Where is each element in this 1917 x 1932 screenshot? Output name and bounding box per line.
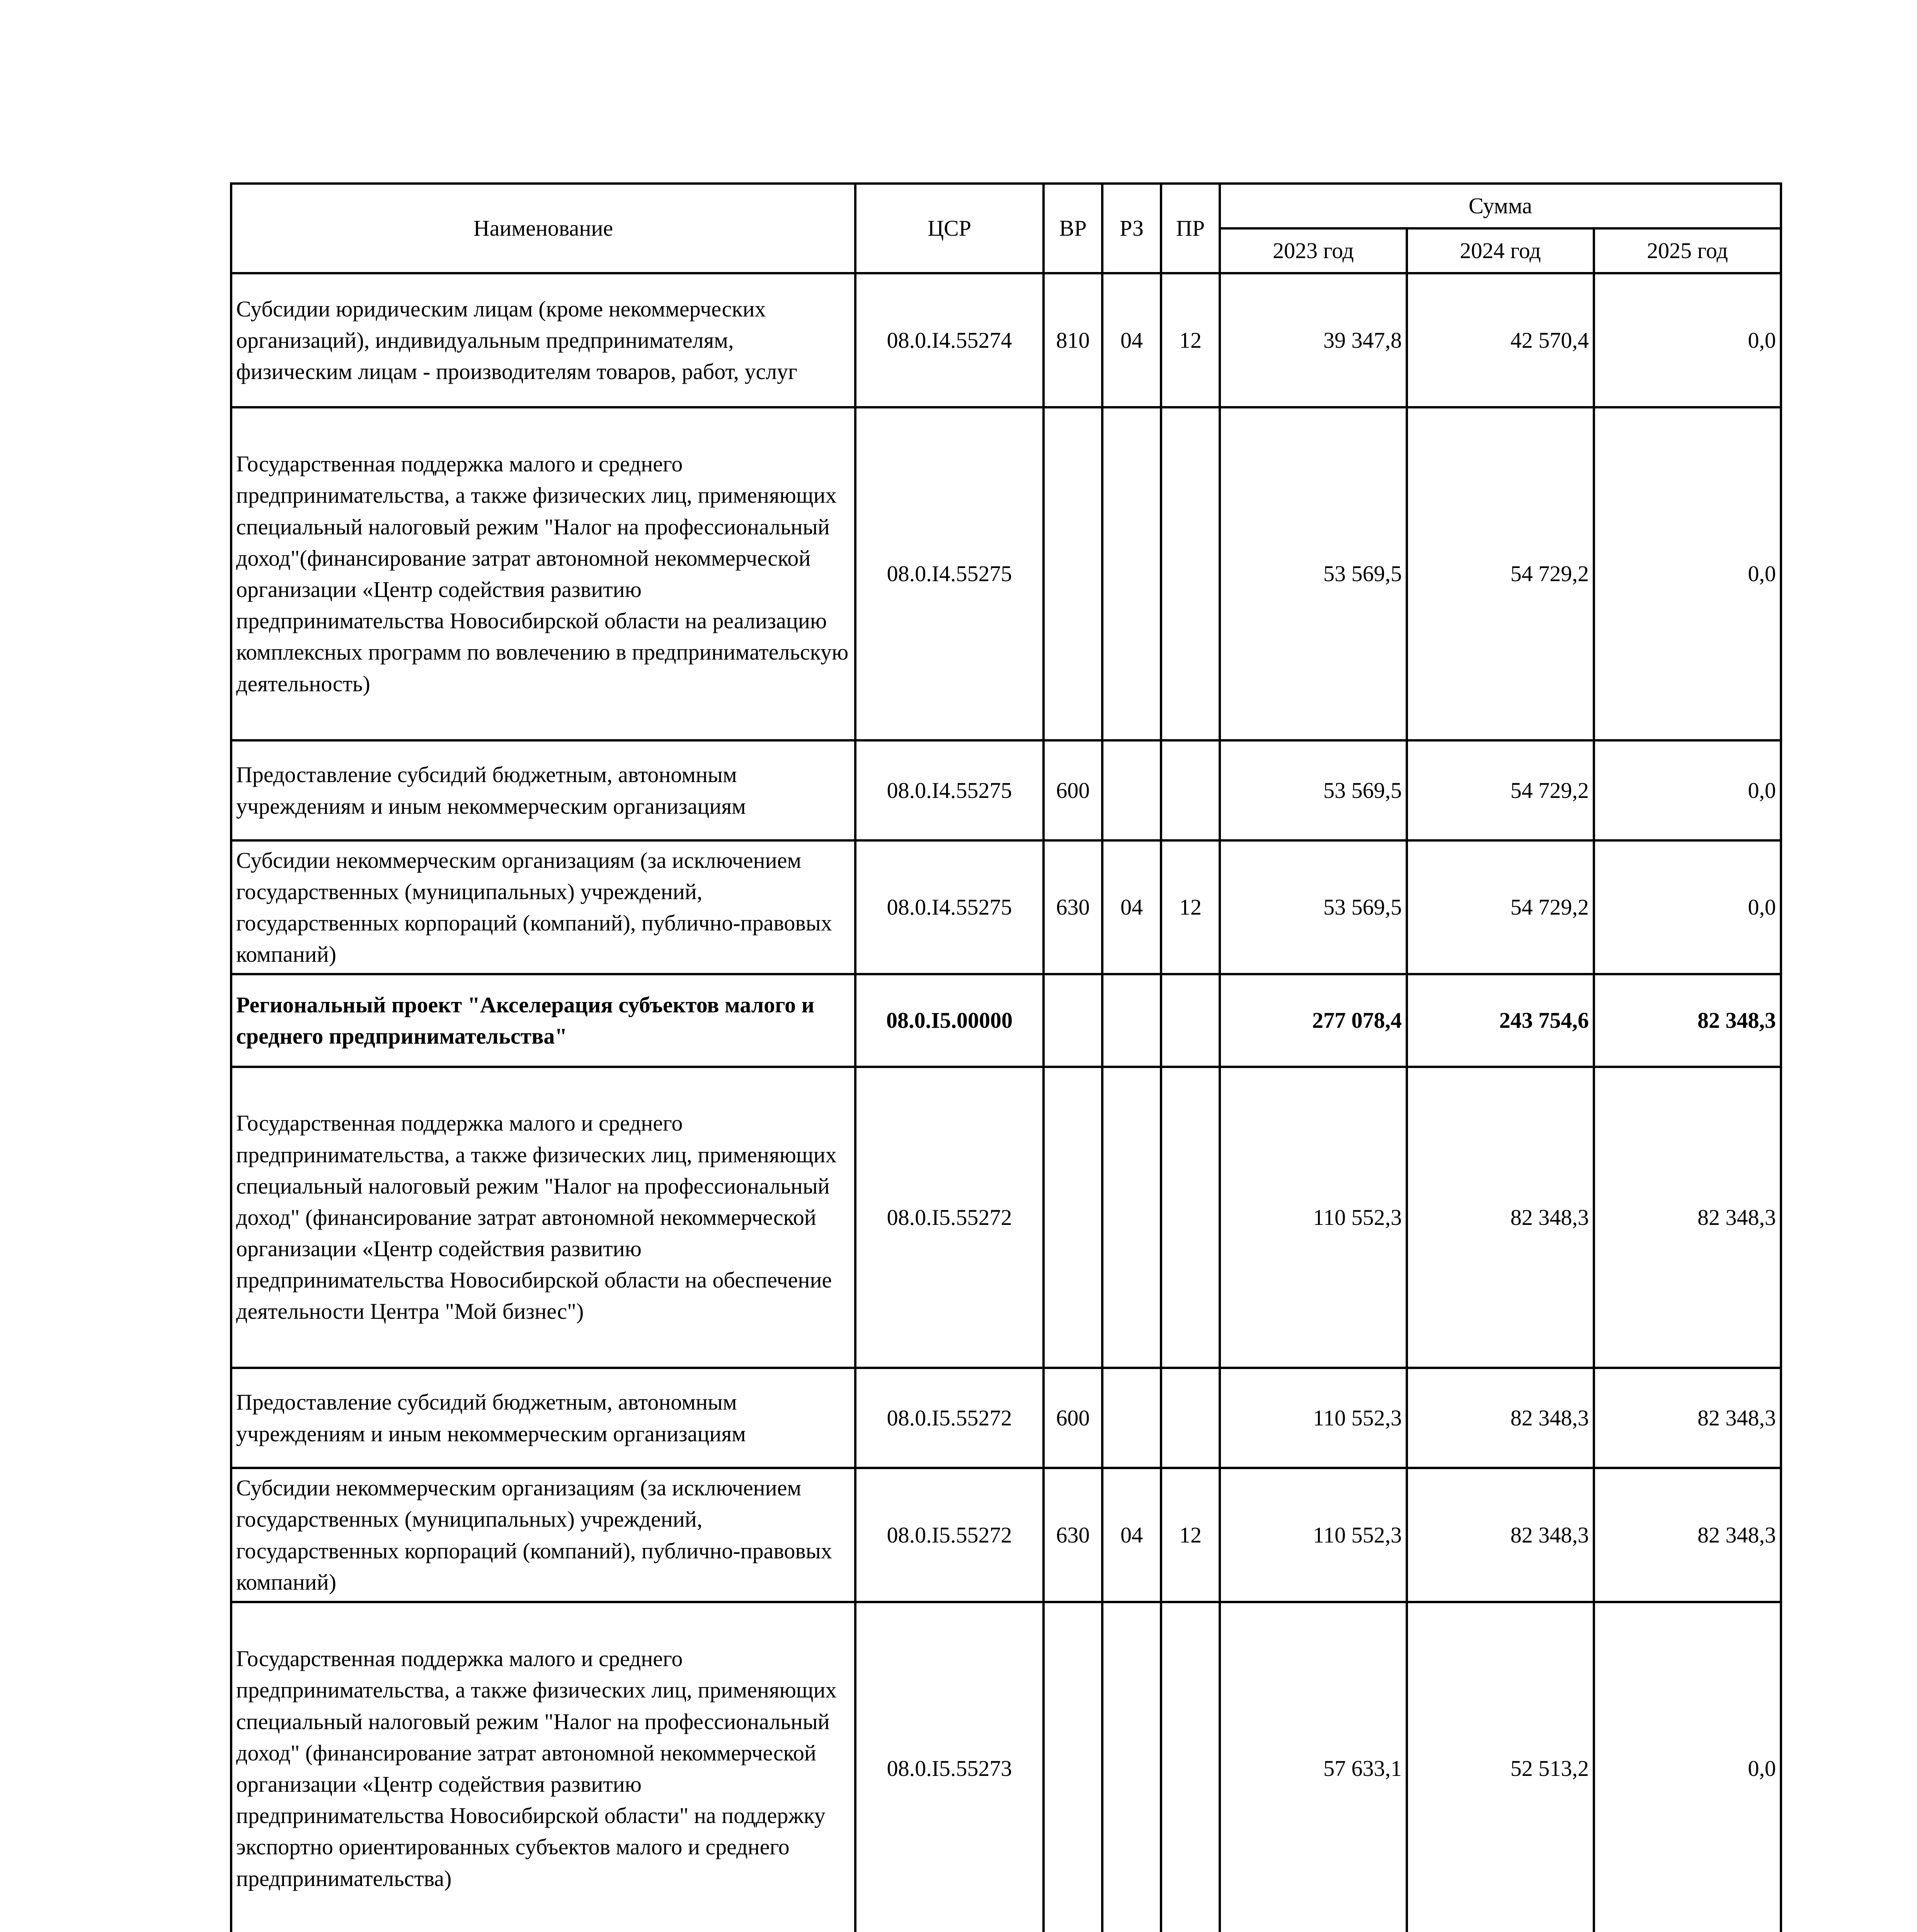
row-amount-2023: 110 552,3 (1220, 1368, 1407, 1468)
table-row (231, 1067, 1781, 1368)
row-rz (1102, 974, 1161, 1067)
table-row (231, 974, 1781, 1067)
row-amount-2024: 42 570,4 (1407, 273, 1594, 407)
row-name: Государственная поддержка малого и среднего предпринимательства, а также физических лиц, применяющих специальный налоговый режим "Налог на профессиональный доход" (финансирование затрат автономной некоммерческой организации «Центр содействия развитию предпринимательства Новосибирской области" на поддержку экспортно ориентированных субъектов малого и среднего предпринимательства) (231, 1602, 855, 1932)
budget-table (230, 182, 1782, 1932)
row-rz (1102, 1602, 1161, 1932)
header-year-2024: 2024 год (1407, 228, 1594, 273)
row-amount-2024: 243 754,6 (1407, 974, 1594, 1067)
row-rz: 04 (1102, 1468, 1161, 1602)
row-amount-2025: 82 348,3 (1594, 974, 1781, 1067)
row-csr: 08.0.I4.55275 (855, 840, 1044, 974)
row-name: Предоставление субсидий бюджетным, автономным учреждениям и иным некоммерческим организациям (231, 1368, 855, 1468)
row-csr: 08.0.I4.55274 (855, 273, 1044, 407)
header-year-2025: 2025 год (1594, 228, 1781, 273)
row-amount-2023: 53 569,5 (1220, 740, 1407, 840)
table-row (231, 840, 1781, 974)
row-amount-2023: 110 552,3 (1220, 1067, 1407, 1368)
header-year-2023: 2023 год (1220, 228, 1407, 273)
row-amount-2024: 52 513,2 (1407, 1602, 1594, 1932)
row-rz: 04 (1102, 273, 1161, 407)
row-amount-2023: 57 633,1 (1220, 1602, 1407, 1932)
table-row (231, 1468, 1781, 1602)
row-pr (1161, 974, 1220, 1067)
row-csr: 08.0.I4.55275 (855, 407, 1044, 740)
row-amount-2024: 54 729,2 (1407, 407, 1594, 740)
header-rz: РЗ (1102, 184, 1161, 273)
row-name: Предоставление субсидий бюджетным, автономным учреждениям и иным некоммерческим организациям (231, 740, 855, 840)
row-amount-2024: 54 729,2 (1407, 840, 1594, 974)
row-vr: 810 (1044, 273, 1102, 407)
table-row (231, 407, 1781, 740)
row-amount-2025: 0,0 (1594, 840, 1781, 974)
row-csr: 08.0.I4.55275 (855, 740, 1044, 840)
row-amount-2024: 82 348,3 (1407, 1468, 1594, 1602)
row-amount-2025: 82 348,3 (1594, 1468, 1781, 1602)
row-pr (1161, 740, 1220, 840)
row-amount-2025: 0,0 (1594, 740, 1781, 840)
row-amount-2023: 39 347,8 (1220, 273, 1407, 407)
row-amount-2025: 0,0 (1594, 407, 1781, 740)
row-amount-2025: 82 348,3 (1594, 1368, 1781, 1468)
row-amount-2024: 54 729,2 (1407, 740, 1594, 840)
row-rz (1102, 740, 1161, 840)
row-pr (1161, 407, 1220, 740)
row-amount-2025: 0,0 (1594, 1602, 1781, 1932)
row-name: Субсидии юридическим лицам (кроме некоммерческих организаций), индивидуальным предпринимателям, физическим лицам - производителям товаров, работ, услуг (231, 273, 855, 407)
row-csr: 08.0.I5.55272 (855, 1368, 1044, 1468)
row-rz: 04 (1102, 840, 1161, 974)
table-row (231, 273, 1781, 407)
row-name: Государственная поддержка малого и среднего предпринимательства, а также физических лиц, применяющих специальный налоговый режим "Налог на профессиональный доход" (финансирование затрат автономной некоммерческой организации «Центр содействия развитию предпринимательства Новосибирской области на обеспечение деятельности Центра "Мой бизнес") (231, 1067, 855, 1368)
header-sum: Сумма (1220, 184, 1781, 228)
row-vr: 630 (1044, 1468, 1102, 1602)
table-row (231, 1368, 1781, 1468)
row-amount-2023: 53 569,5 (1220, 840, 1407, 974)
table-row (231, 740, 1781, 840)
row-rz (1102, 407, 1161, 740)
row-vr (1044, 974, 1102, 1067)
row-vr: 630 (1044, 840, 1102, 974)
row-pr: 12 (1161, 1468, 1220, 1602)
row-csr: 08.0.I5.55272 (855, 1468, 1044, 1602)
row-vr: 600 (1044, 740, 1102, 840)
row-rz (1102, 1067, 1161, 1368)
row-amount-2023: 277 078,4 (1220, 974, 1407, 1067)
row-amount-2023: 110 552,3 (1220, 1468, 1407, 1602)
row-amount-2025: 82 348,3 (1594, 1067, 1781, 1368)
header-name: Наименование (231, 184, 855, 273)
row-csr: 08.0.I5.55273 (855, 1602, 1044, 1932)
row-vr (1044, 1602, 1102, 1932)
row-pr: 12 (1161, 273, 1220, 407)
header-csr: ЦСР (855, 184, 1044, 273)
row-pr (1161, 1602, 1220, 1932)
row-name: Субсидии некоммерческим организациям (за исключением государственных (муниципальных) учреждений, государственных корпораций (компаний), публично-правовых компаний) (231, 840, 855, 974)
row-pr (1161, 1067, 1220, 1368)
row-name: Субсидии некоммерческим организациям (за исключением государственных (муниципальных) учреждений, государственных корпораций (компаний), публично-правовых компаний) (231, 1468, 855, 1602)
row-csr: 08.0.I5.55272 (855, 1067, 1044, 1368)
row-vr: 600 (1044, 1368, 1102, 1468)
row-amount-2024: 82 348,3 (1407, 1368, 1594, 1468)
row-amount-2025: 0,0 (1594, 273, 1781, 407)
table-row (231, 1602, 1781, 1932)
row-amount-2023: 53 569,5 (1220, 407, 1407, 740)
row-vr (1044, 1067, 1102, 1368)
header-vr: ВР (1044, 184, 1102, 273)
row-rz (1102, 1368, 1161, 1468)
row-name: Государственная поддержка малого и среднего предпринимательства, а также физических лиц, применяющих специальный налоговый режим "Налог на профессиональный доход"(финансирование затрат автономной некоммерческой организации «Центр содействия развитию предпринимательства Новосибирской области на реализацию комплексных программ по вовлечению в предпринимательскую деятельность) (231, 407, 855, 740)
row-amount-2024: 82 348,3 (1407, 1067, 1594, 1368)
row-name: Региональный проект "Акселерация субъектов малого и среднего предпринимательства" (231, 974, 855, 1067)
row-csr: 08.0.I5.00000 (855, 974, 1044, 1067)
row-vr (1044, 407, 1102, 740)
row-pr: 12 (1161, 840, 1220, 974)
header-pr: ПР (1161, 184, 1220, 273)
row-pr (1161, 1368, 1220, 1468)
